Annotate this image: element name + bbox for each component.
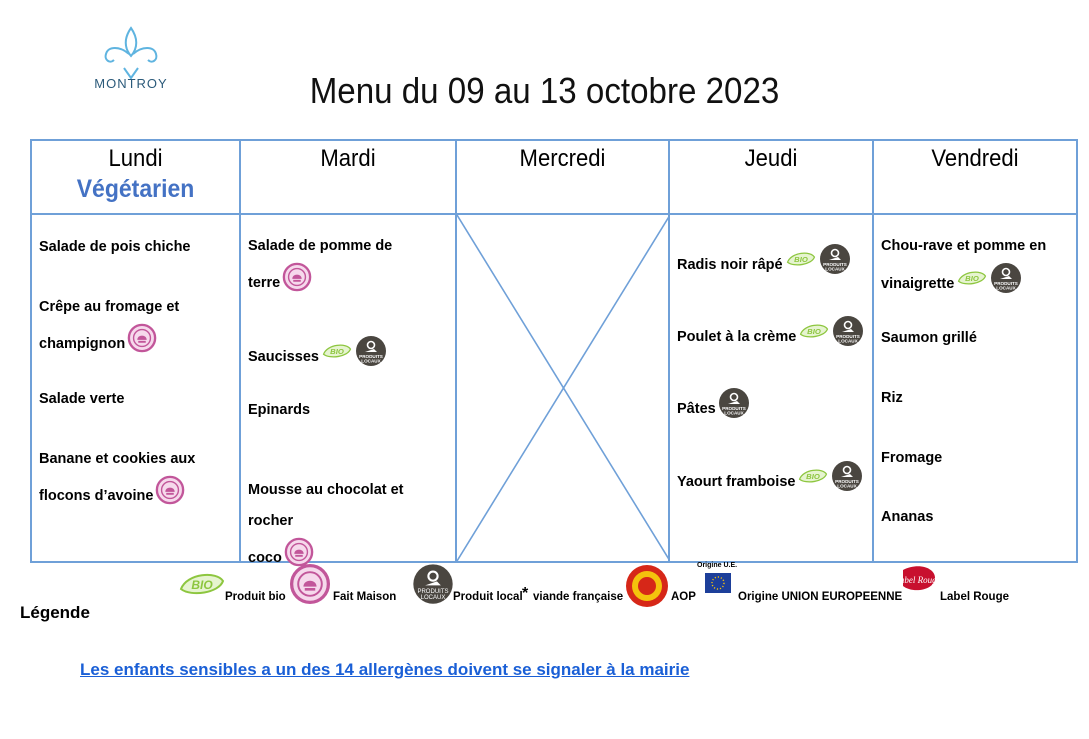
dish [248,395,451,426]
page-title: Menu du 09 au 13 octobre 2023 [309,70,780,111]
day-name: Mardi [320,145,376,172]
aop-icon [625,564,669,613]
dish [248,335,451,379]
dish [248,231,451,304]
dish-text: Salade de pois chiche [39,239,191,255]
dish-text: Pâtes [677,400,716,417]
svg-text:LOCAUX: LOCAUX [724,410,744,416]
vegetarian-label: Végétarien [76,175,195,203]
logo-text: MONTROY [94,76,168,91]
produits-locaux-icon [990,262,1022,306]
svg-text:PRODUITS: PRODUITS [835,479,860,484]
svg-text:BIO: BIO [191,578,213,592]
produits-locaux-icon [718,387,750,431]
svg-text:label Rouge: label Rouge [899,575,939,585]
fait-maison-icon [155,475,185,517]
legend-row [0,560,1089,610]
dish-text: Yaourt framboise [677,473,796,490]
svg-text:BIO: BIO [330,347,344,357]
day-header-lundi [31,140,240,214]
no-service-cross [457,215,670,561]
bio-icon [321,341,353,373]
dish-text: Ananas [881,509,934,525]
svg-text:LOCAUX: LOCAUX [361,358,381,364]
produits-locaux-icon [831,460,863,504]
produits-locaux-icon [412,563,454,610]
svg-text:PRODUITS: PRODUITS [721,406,746,411]
dish [39,384,235,415]
day-header-mardi [240,140,456,214]
dish [677,243,868,287]
dish-text: terre [248,274,281,291]
dish-text: flocons d’avoine [39,487,154,504]
bio-icon [177,568,227,605]
day-header-jeudi [669,140,873,214]
dish-text: coco [248,549,282,566]
dish [677,460,868,504]
dish-text: Banane et cookies aux [39,451,196,467]
dish [677,315,868,359]
svg-text:PRODUITS: PRODUITS [417,589,449,596]
svg-text:BIO: BIO [793,255,808,265]
bio-icon [956,268,988,300]
legend-bio: Produit bio [225,591,286,603]
dish [881,383,1072,414]
dish-text: champignon [39,335,126,352]
dish-text: Riz [881,390,903,406]
svg-text:BIO: BIO [965,274,980,284]
day-name: Jeudi [744,145,798,172]
dish-text: Fromage [881,450,943,466]
bio-icon [797,466,829,498]
legend-aop: AOP [671,591,696,603]
dish-text: Chou-rave et pomme en [881,238,1047,254]
svg-text:BIO: BIO [807,327,822,337]
menu-cell-vendredi [873,214,1077,562]
dish-text: vinaigrette [881,275,955,292]
allergen-notice-link[interactable]: Les enfants sensibles a un des 14 allergènes doivent se signaler à la mairie [80,660,690,679]
dish [881,323,1072,354]
dish-text: Epinards [248,402,311,418]
dish-text: Radis noir râpé [677,256,783,273]
svg-text:PRODUITS: PRODUITS [822,262,847,267]
dish [881,502,1072,533]
legend-title: Légende [20,603,90,622]
svg-text:LOCAUX: LOCAUX [420,595,446,602]
svg-text:LOCAUX: LOCAUX [824,266,845,272]
svg-text:PRODUITS: PRODUITS [836,334,861,339]
dish [881,231,1072,306]
svg-text:LOCAUX: LOCAUX [838,338,858,344]
dish [39,444,235,517]
produits-locaux-icon [355,335,387,379]
dish-text: Salade verte [39,391,125,407]
bio-icon [798,321,830,353]
menu-cell-mardi [240,214,456,566]
dish-text: Poulet à la crème [677,328,797,345]
bio-icon [785,249,817,281]
svg-text:PRODUITS: PRODUITS [994,281,1019,286]
dish [39,292,235,365]
day-header-vendredi [873,140,1077,214]
legend-origine-ue: Origine UNION EUROPEENNE [738,591,903,603]
fait-maison-icon [289,563,331,610]
fait-maison-icon [127,323,157,365]
label-rouge-icon [899,564,939,599]
dish-text: Saucisses [248,348,319,365]
dish [677,387,868,431]
day-name: Mercredi [519,145,606,172]
origine-ue-caption: Origine U.E. [697,562,738,569]
legend-asterisk: * [522,585,529,602]
menu-cell-mercredi [456,214,669,562]
dish-text: Mousse au chocolat et rocher [248,482,404,529]
dish-text: Crêpe au fromage et [39,299,180,315]
produits-locaux-icon [832,315,864,359]
menu-cell-jeudi [669,214,873,562]
dish-text: Saumon grillé [881,330,977,346]
dish [39,232,235,263]
day-header-mercredi [456,140,669,214]
svg-text:LOCAUX: LOCAUX [996,285,1017,291]
fait-maison-icon [282,262,312,304]
dish-text: Salade de pomme de [248,238,393,254]
svg-text:PRODUITS: PRODUITS [359,354,383,359]
legend-local: Produit local [453,591,523,603]
eu-flag-icon [705,573,731,598]
legend-fait-maison: Fait Maison [333,591,397,603]
svg-text:BIO: BIO [806,472,821,482]
dish [881,443,1072,474]
day-name: Vendredi [931,145,1019,172]
svg-text:LOCAUX: LOCAUX [837,483,858,489]
legend-viande: viande française [533,591,624,603]
legend-label-rouge: Label Rouge [940,591,1010,603]
produits-locaux-icon [819,243,851,287]
menu-cell-lundi [31,214,240,562]
day-name: Lundi [108,145,163,172]
